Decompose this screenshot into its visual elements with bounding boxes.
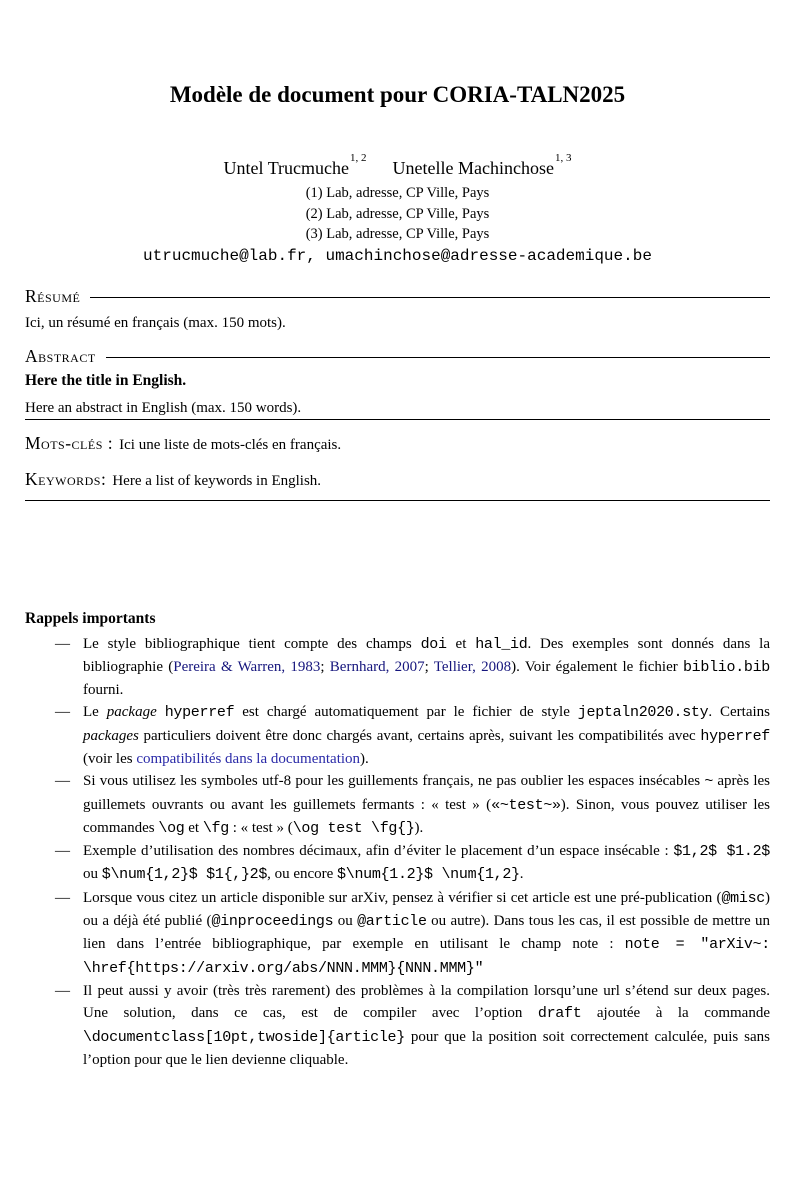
list-item (55, 701, 770, 770)
affiliations-block (25, 183, 770, 245)
resume-heading (25, 285, 770, 307)
text-span: fourni. (83, 682, 124, 699)
list-item (55, 770, 770, 840)
dash-marker: — (55, 843, 70, 860)
email-line: utrucmuche@lab.fr, umachinchose@adresse-academique.be (143, 246, 652, 265)
code-span: \documentclass[10pt,twoside]{article} (83, 1028, 405, 1046)
abstract-text: Here an abstract in English (max. 150 words). (25, 399, 770, 420)
dash-marker: — (55, 704, 70, 721)
author-superscript: 1, 2 (350, 152, 367, 164)
code-span: \og test \fg{} (292, 819, 415, 837)
dash-marker: — (55, 773, 70, 790)
text-span: ). (360, 750, 369, 767)
resume-text: Ici, un résumé en français (max. 150 mots). (25, 314, 286, 331)
dash-marker: — (55, 635, 70, 652)
keywords-fr-line (25, 432, 770, 456)
text-span: pour que la position soit correctement calculée, puis sans l’option pour que le lien devienne cliquable. (83, 1028, 770, 1068)
code-span: hal_id (475, 635, 528, 653)
text-span: ) ou a déjà été publié ( (83, 889, 770, 930)
author-name: Untel Trucmuche (223, 158, 350, 178)
heading-rule (106, 357, 770, 358)
keywords-en-line (25, 468, 770, 492)
page-title: Modèle de document pour CORIA-TALN2025 (169, 82, 626, 107)
text-span: ). (414, 819, 424, 836)
code-span: @misc (721, 889, 765, 907)
keywords-en-label: Keywords: (25, 468, 107, 489)
affiliation-line: (1) Lab, adresse, CP Ville, Pays (305, 185, 490, 201)
text-span: . (519, 866, 524, 883)
author-2 (392, 152, 572, 178)
text-span: est chargé automatiquement par le fichier de style (234, 704, 578, 721)
citation-link[interactable]: , 2007 (385, 658, 425, 675)
list-item (55, 633, 770, 702)
citation-link[interactable]: Pereira & Warren (173, 658, 282, 675)
list-item (55, 980, 770, 1071)
author-1 (223, 152, 367, 178)
text-span: particuliers doivent être donc chargés avant, certains après, suivant les compatibilités avec (138, 727, 701, 744)
code-span: ~ (704, 773, 714, 791)
text-span: ). Sinon, vous pouvez utiliser les commandes (83, 796, 770, 836)
author-name: Unetelle Machinchose (392, 158, 554, 178)
code-span: $1,2$ $1.2$ (673, 843, 770, 861)
text-span: ; (424, 658, 434, 675)
code-span: \og (158, 819, 185, 837)
text-span (157, 704, 165, 720)
heading-rule (90, 297, 770, 298)
code-span: doi (420, 635, 447, 653)
keywords-fr-label: Mots-clés : (25, 432, 114, 453)
code-span: $\num{1,2}$ $1{,}2$ (101, 866, 268, 884)
italic-span: package (106, 704, 157, 721)
text-span: ou autre). Dans tous les cas, il est possible de mettre un lien dans l’entrée bibliographique, par exemple en utilisant le champ note : (83, 913, 770, 953)
text-span: Si vous utilisez les symboles utf-8 pour les guillements français, ne pas oublier les espaces insécables (83, 773, 705, 790)
dash-marker: — (55, 889, 70, 906)
citation-link[interactable]: Tellier (433, 658, 473, 675)
code-span: hyperref (700, 727, 770, 745)
affiliation-line: (3) Lab, adresse, CP Ville, Pays (305, 226, 490, 242)
text-span: . Certains (708, 704, 770, 721)
text-span: Lorsque vous citez un article disponible sur arXiv, pensez à vérifier si cet article est une pré-publication ( (83, 889, 722, 906)
text-span: (voir les (83, 750, 137, 767)
list-item (55, 840, 770, 887)
code-span: $\num{1.2}$ \num{1,2} (337, 866, 520, 884)
text-span: ou (83, 866, 102, 883)
code-span: jeptaln2020.sty (577, 704, 709, 722)
author-superscript: 1, 3 (554, 152, 572, 164)
code-span: \fg (202, 819, 229, 837)
text-span: . Des exemples sont donnés dans la bibliographie ( (83, 635, 770, 675)
paper-page (0, 81, 794, 1071)
dash-marker: — (55, 982, 70, 999)
abstract-heading-label: Abstract (25, 345, 96, 366)
keywords-en-text: Here a list of keywords in English. (112, 472, 322, 489)
code-span: hyperref (164, 704, 235, 722)
text-span: ). Voir également le fichier (511, 658, 683, 675)
text-span: Le style bibliographique tient compte des champs (83, 635, 421, 652)
text-span: , ou encore (267, 866, 338, 883)
list-item (55, 887, 770, 980)
affiliation-line: (2) Lab, adresse, CP Ville, Pays (305, 205, 490, 222)
text-span: ou (333, 913, 358, 930)
text-span: Exemple d’utilisation des nombres décimaux, afin d’éviter le placement d’un espace insécable : (83, 843, 674, 860)
citation-link[interactable]: , 1983 (281, 658, 321, 675)
code-span: @article (357, 913, 427, 931)
text-span: Il peut aussi y avoir (très très rarement) des problèmes à la compilation lorsqu’une url s’étend sur deux pages. Une solution, dans ce cas, est de compiler avec l’option (83, 982, 770, 1022)
text-span: et (446, 635, 476, 652)
reminder-list (25, 633, 770, 1072)
text-span: ; (320, 658, 330, 675)
italic-span: packages (83, 727, 139, 744)
code-span: note = "arXiv~: \href{https://arxiv.org/abs/NNN.MMM}{NNN.MMM}" (83, 936, 770, 977)
reminders-heading: Rappels importants (25, 609, 156, 627)
citation-link[interactable]: , 2008 (472, 658, 512, 675)
code-span: @inproceedings (211, 913, 334, 931)
text-span: : « test » ( (228, 819, 293, 836)
text-span: ajoutée à la commande (581, 1005, 770, 1022)
text-span: et (184, 819, 203, 836)
text-span: après les guillemets ouvrants ou avant les guillemets fermants : « test » ( (83, 773, 770, 813)
code-span: draft (537, 1005, 582, 1023)
code-span: «~test~» (491, 796, 561, 814)
abstract-heading (25, 345, 770, 367)
abstract-english-title: Here the title in English. (25, 371, 187, 389)
keywords-fr-text: Ici une liste de mots-clés en français. (119, 436, 342, 453)
resume-heading-label: Résumé (25, 285, 81, 306)
code-span: biblio.bib (682, 658, 770, 676)
abstract-block-end-rule (25, 500, 770, 501)
author-line (25, 153, 770, 179)
citation-link[interactable]: Bernhard (329, 658, 386, 675)
text-span: Le (83, 704, 107, 721)
doc-link[interactable]: compatibilités dans la documentation (136, 750, 361, 767)
